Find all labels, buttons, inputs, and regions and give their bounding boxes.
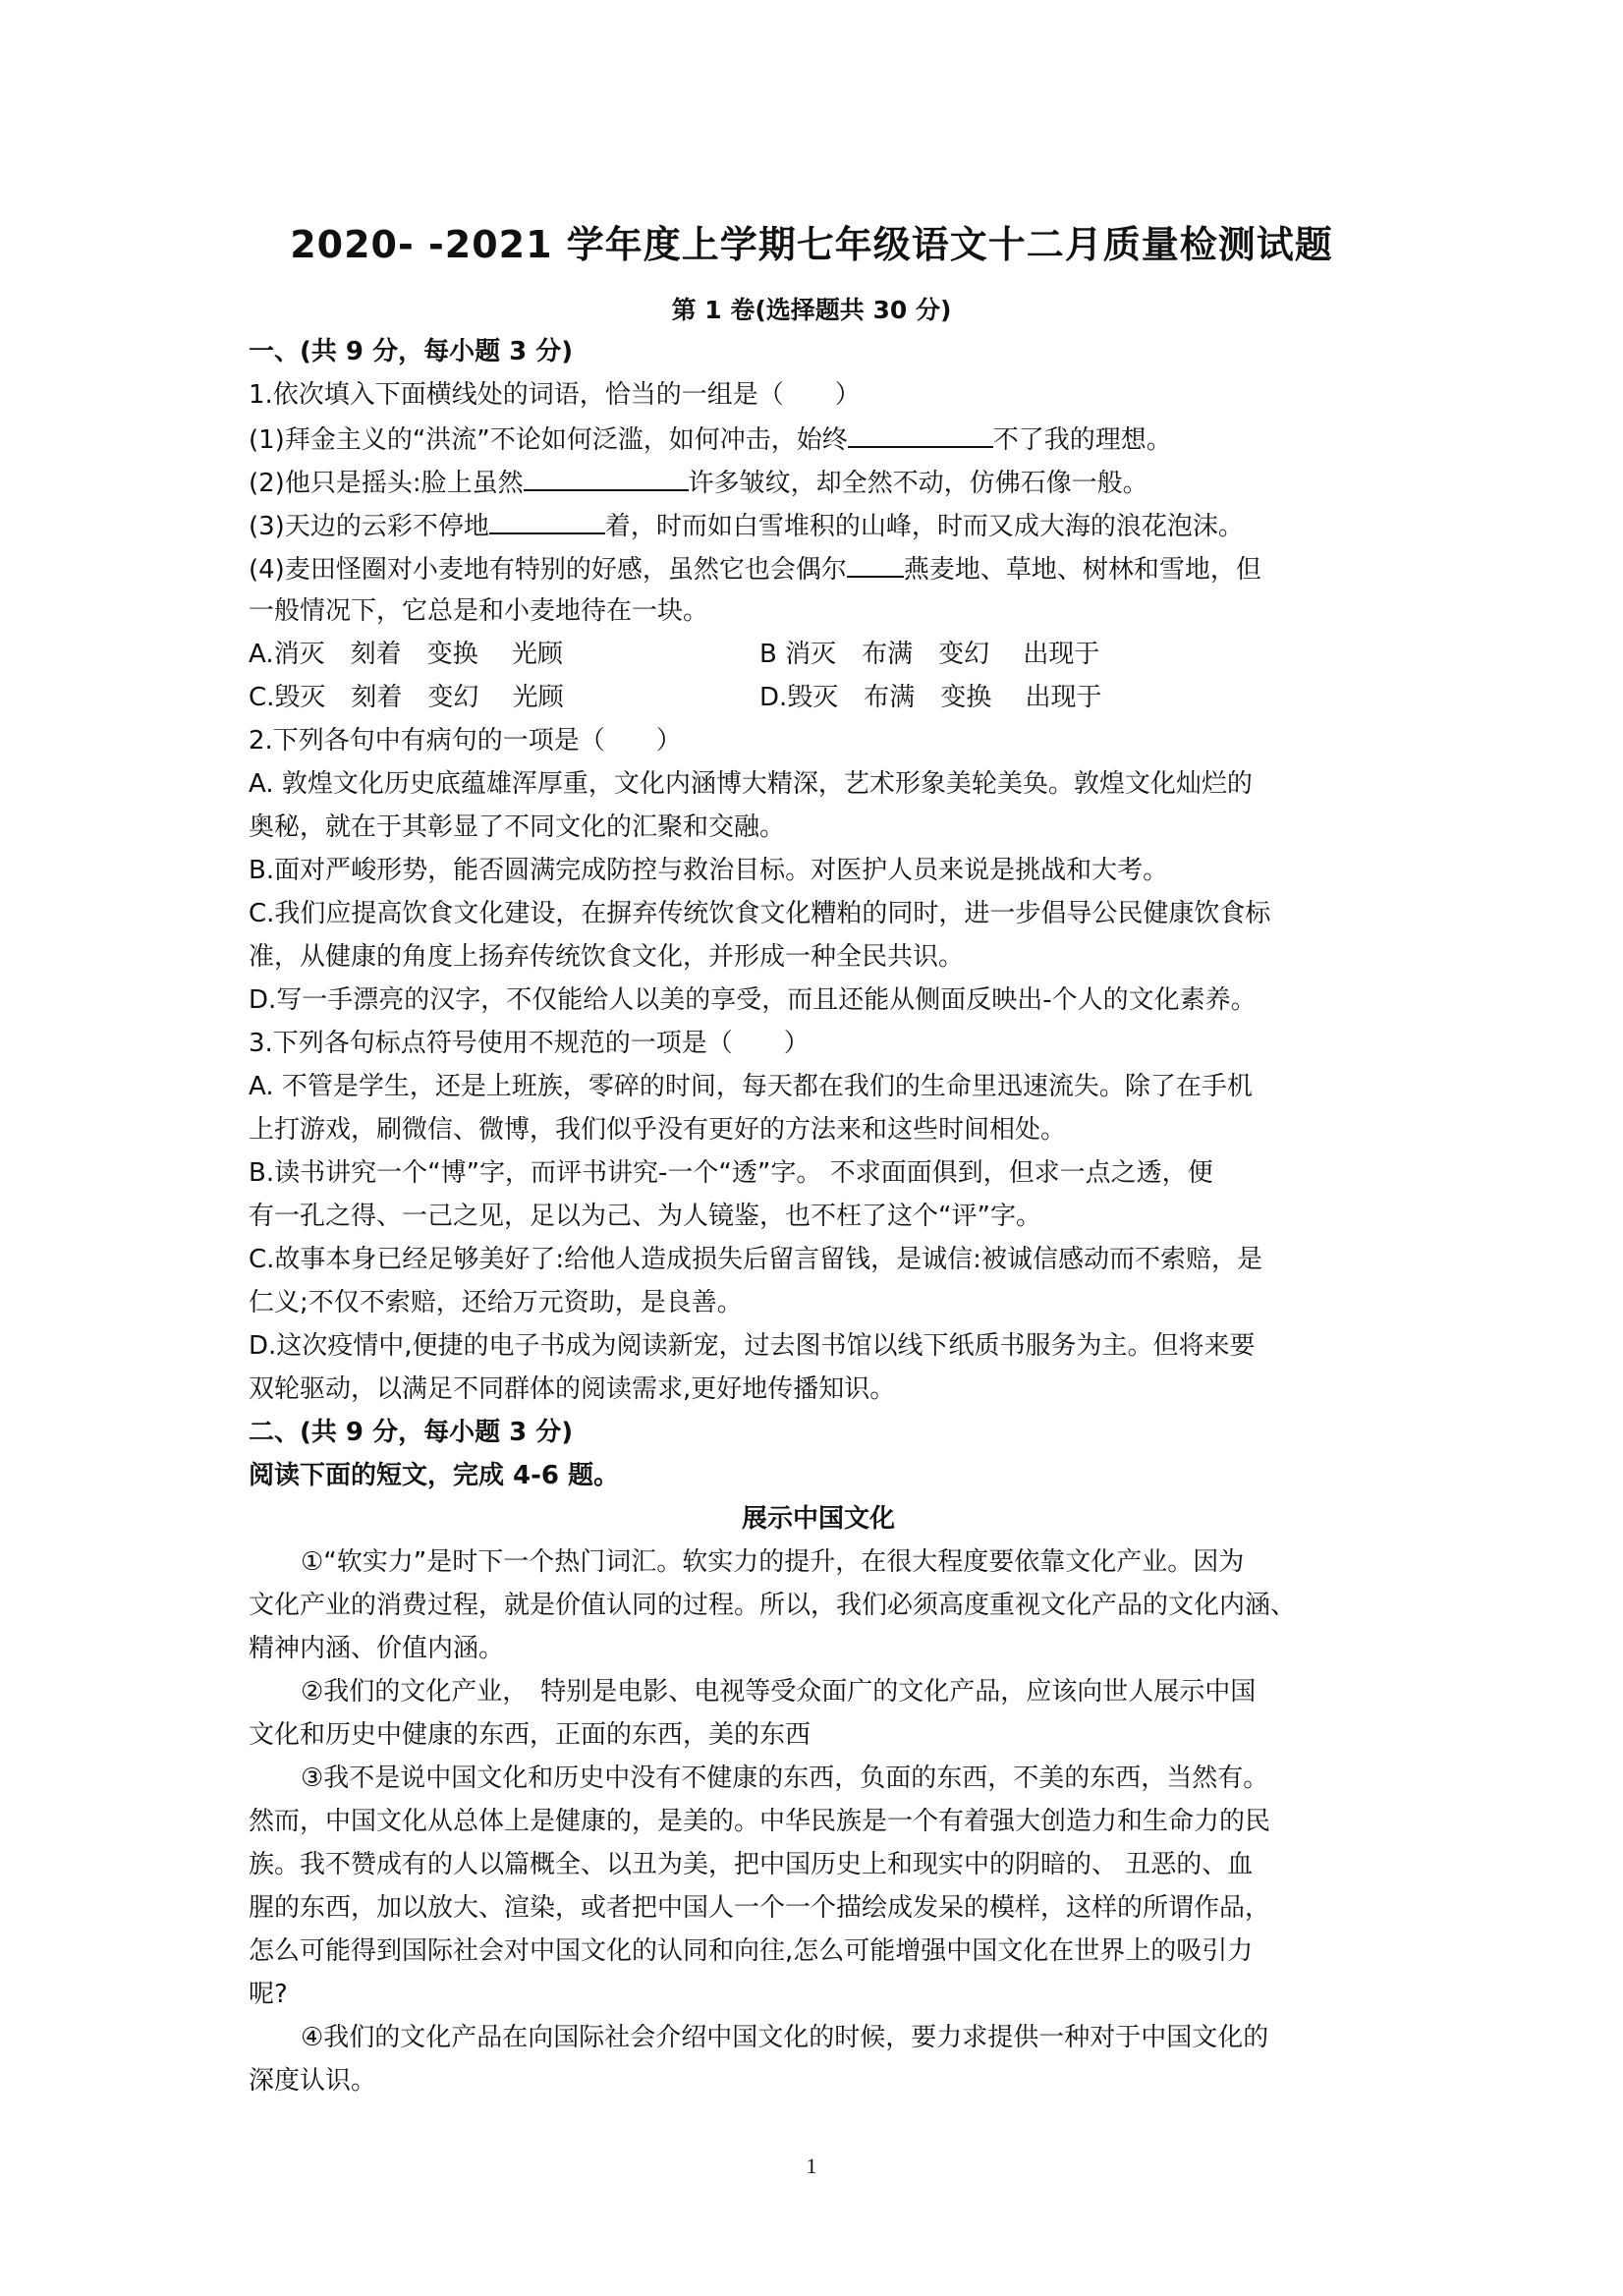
question-1-options-row-2 <box>249 676 1388 719</box>
option-b: B 消灭 布满 变幻 出现于 <box>759 640 1100 669</box>
paragraph-3-line: 然而，中国文化从总体上是健康的，是美的。中华民族是一个有着强大创造力和生命力的民 <box>249 1807 1271 1836</box>
question-1-sentence-3 <box>249 503 1388 546</box>
question-1-stem: 1.依次填入下面横线处的词语，恰当的一组是（ ） <box>249 380 861 410</box>
question-2-option-c-cont: 准，从健康的角度上扬弃传统饮食文化，并形成一种全民共识。 <box>249 942 965 972</box>
paragraph-1-line: 精神内涵、价值内涵。 <box>249 1634 505 1663</box>
exam-body <box>249 330 1388 2102</box>
question-1-sentence-4 <box>249 546 1388 589</box>
option-a: A.消灭 刻着 变换 光顾 <box>249 640 563 669</box>
paragraph-3-line: ③我不是说中国文化和历史中没有不健康的东西，负面的东西，不美的东西，当然有。 <box>301 1764 1269 1793</box>
paragraph-2-line: ②我们的文化产业， 特别是电影、电视等受众面广的文化产品，应该向世人展示中国 <box>301 1677 1257 1707</box>
question-3-option-d-cont: 双轮驱动，以满足不同群体的阅读需求,更好地传播知识。 <box>249 1374 896 1404</box>
question-1-sentence-4-cont: 一般情况下，它总是和小麦地待在一块。 <box>249 596 709 626</box>
question-3-option-c-cont: 仁义;不仅不索赔，还给万元资助，是良善。 <box>249 1288 743 1317</box>
sentence-text: 着，时而如白雪堆积的山峰，时而又成大海的浪花泡沫。 <box>604 512 1244 541</box>
fill-blank <box>848 417 993 448</box>
paragraph-3-line: 族。我不赞成有的人以篇概全、以丑为美，把中国历史上和现实中的阴暗的、 丑恶的、血 <box>249 1850 1254 1879</box>
paragraph-3-line: 呢? <box>249 1980 288 2009</box>
section-header-1: 一、(共 9 分，每小题 3 分) <box>249 337 574 366</box>
question-3-option-b-cont: 有一孔之得、一己之见，足以为己、为人镜鉴，也不枉了这个“评”字。 <box>249 1202 1041 1231</box>
paragraph-2-line: 文化和历史中健康的东西，正面的东西，美的东西 <box>249 1720 812 1750</box>
sentence-text: (2)他只是摇头:脸上虽然 <box>249 469 524 498</box>
question-3-option-a: A. 不管是学生，还是上班族，零碎的时间，每天都在我们的生命里迅速流失。除了在手机 <box>249 1072 1253 1101</box>
question-2-option-b: B.面对严峻形势，能否圆满完成防控与救治目标。对医护人员来说是挑战和大考。 <box>249 856 1169 885</box>
option-d: D.毁灭 布满 变换 出现于 <box>759 683 1102 712</box>
question-1-sentence-1 <box>249 417 1388 460</box>
sentence-text: (4)麦田怪圈对小麦地有特别的好感，虽然它也会偶尔 <box>249 555 847 585</box>
fill-blank <box>524 460 689 491</box>
question-3-option-c: C.故事本身已经足够美好了:给他人造成损失后留言留钱，是诚信:被诚信感动而不索赔，是 <box>249 1245 1262 1274</box>
sentence-text: 许多皱纹，却全然不动，仿佛石像一般。 <box>688 469 1148 498</box>
sentence-text: 不了我的理想。 <box>992 425 1172 455</box>
sentence-text: 燕麦地、草地、树林和雪地，但 <box>903 555 1261 585</box>
question-2-option-d: D.写一手漂亮的汉字，不仅能给人以美的享受，而且还能从侧面反映出-个人的文化素养。 <box>249 985 1257 1015</box>
paragraph-1-line: ①“软实力”是时下一个热门词汇。软实力的提升，在很大程度要依靠文化产业。因为 <box>301 1547 1245 1577</box>
question-2-option-a: A. 敦煌文化历史底蕴雄浑厚重，文化内涵博大精深，艺术形象美轮美奂。敦煌文化灿烂的 <box>249 769 1253 799</box>
sentence-text: (1)拜金主义的“洪流”不论如何泛滥，如何冲击，始终 <box>249 425 848 455</box>
question-3-option-d: D.这次疫情中,便捷的电子书成为阅读新宠，过去图书馆以线下纸质书服务为主。但将来要 <box>249 1331 1256 1361</box>
fill-blank <box>489 503 605 534</box>
option-c: C.毁灭 刻着 变幻 光顾 <box>249 683 564 712</box>
paragraph-3-line: 腥的东西，加以放大、渲染，或者把中国人一个一个描绘成发呆的模样，这样的所谓作品， <box>249 1893 1271 1923</box>
section-header-2: 二、(共 9 分，每小题 3 分) <box>249 1418 574 1447</box>
question-3-option-a-cont: 上打游戏，刷微信、微博，我们似乎没有更好的方法来和这些时间相处。 <box>249 1115 1067 1145</box>
exam-title: 2020- -2021 学年度上学期七年级语文十二月质量检测试题 <box>290 223 1333 266</box>
fill-blank <box>847 546 904 578</box>
question-2-stem: 2.下列各句中有病句的一项是（ ） <box>249 726 682 756</box>
volume-subtitle: 第 1 卷(选择题共 30 分) <box>671 296 952 324</box>
question-2-option-c: C.我们应提高饮食文化建设，在摒弃传统饮食文化糟粕的同时，进一步倡导公民健康饮食标 <box>249 899 1271 928</box>
question-3-stem: 3.下列各句标点符号使用不规范的一项是（ ） <box>249 1029 810 1058</box>
passage-title: 展示中国文化 <box>741 1504 895 1534</box>
question-1-options-row-1 <box>249 633 1388 676</box>
paragraph-1-line: 文化产业的消费过程，就是价值认同的过程。所以，我们必须高度重视文化产品的文化内涵、 <box>249 1591 1297 1620</box>
paragraph-4-line: ④我们的文化产品在向国际社会介绍中国文化的时候，要力求提供一种对于中国文化的 <box>301 2023 1269 2052</box>
sentence-text: (3)天边的云彩不停地 <box>249 512 489 541</box>
reading-instruction: 阅读下面的短文，完成 4-6 题。 <box>249 1461 620 1490</box>
paragraph-3-line: 怎么可能得到国际社会对中国文化的认同和向往,怎么可能增强中国文化在世界上的吸引力 <box>249 1936 1254 1966</box>
page-number: 1 <box>806 2154 817 2178</box>
paragraph-4-line: 深度认识。 <box>249 2066 377 2096</box>
question-2-option-a-cont: 奥秘，就在于其彰显了不同文化的汇聚和交融。 <box>249 812 786 842</box>
question-3-option-b: B.读书讲究一个“博”字，而评书讲究-一个“透”字。 不求面面俱到，但求一点之透，便 <box>249 1158 1213 1188</box>
question-1-sentence-2 <box>249 460 1388 503</box>
